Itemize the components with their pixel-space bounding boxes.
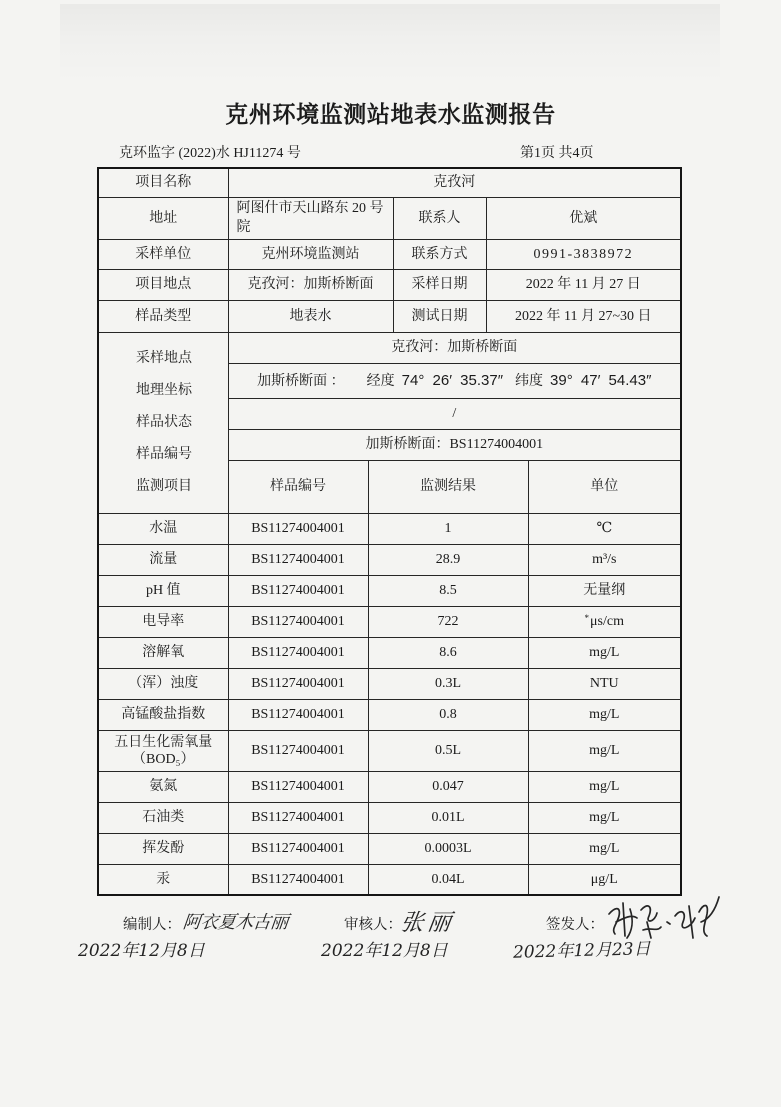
result-row: [98, 833, 681, 864]
result-unit: mg/L: [528, 802, 681, 833]
result-value: 28.9: [368, 544, 528, 575]
result-sample-id: BS11274004001: [228, 699, 368, 730]
result-value: 0.047: [368, 771, 528, 802]
sample-type-value: 地表水: [228, 300, 393, 332]
sampling-date-value: 2022 年 11 月 27 日: [486, 269, 681, 300]
result-item: 流量: [98, 544, 228, 575]
sampling-unit-label: 采样单位: [98, 239, 228, 269]
document-number: 克环监字 (2022)水 HJ11274 号: [119, 146, 301, 161]
reviewer-label: 审核人：: [344, 917, 402, 933]
col-header-sample-id: 样品编号: [228, 460, 368, 513]
coordinates-label: 地理坐标: [136, 382, 192, 398]
result-row: [98, 544, 681, 575]
result-item: 石油类: [98, 802, 228, 833]
result-item: 溶解氧: [98, 637, 228, 668]
sampling-site-label: 采样地点: [136, 350, 192, 366]
result-item: 挥发酚: [98, 833, 228, 864]
result-value: 8.6: [368, 637, 528, 668]
row-project-location: [98, 269, 681, 300]
test-date-label: 测试日期: [393, 300, 486, 332]
results-section: [98, 513, 681, 895]
result-sample-id: BS11274004001: [228, 668, 368, 699]
col-header-result: 监测结果: [368, 460, 528, 513]
result-unit: 无量纲: [528, 575, 681, 606]
project-name-label: 项目名称: [98, 168, 228, 197]
result-value: 1: [368, 513, 528, 544]
result-sample-id: BS11274004001: [228, 637, 368, 668]
row-project-name: [98, 168, 681, 197]
result-row: [98, 802, 681, 833]
result-value: 0.8: [368, 699, 528, 730]
result-item: pH 值: [98, 575, 228, 606]
project-name-value: 克孜河: [228, 168, 681, 197]
sample-state-value: /: [228, 398, 681, 429]
result-unit: mg/L: [528, 637, 681, 668]
sample-id-value: 加斯桥断面：BS11274004001: [228, 429, 681, 460]
result-sample-id: BS11274004001: [228, 575, 368, 606]
report-title: 克州环境监测站地表水监测报告: [225, 101, 556, 128]
sampling-unit-value: 克州环境监测站: [228, 239, 393, 269]
sampling-labels-cell: [98, 332, 228, 513]
result-row: [98, 699, 681, 730]
result-item: 汞: [98, 864, 228, 895]
result-sample-id: BS11274004001: [228, 544, 368, 575]
contact-value: 优斌: [486, 197, 681, 239]
phone-label: 联系方式: [393, 239, 486, 269]
result-value: 0.0003L: [368, 833, 528, 864]
result-row: [98, 668, 681, 699]
result-item: 电导率: [98, 606, 228, 637]
contact-label: 联系人: [393, 197, 486, 239]
result-unit: m³/s: [528, 544, 681, 575]
project-location-label: 项目地点: [98, 269, 228, 300]
result-unit: μg/L: [528, 864, 681, 895]
longitude-value: 74° 26′ 35.37″: [401, 371, 504, 389]
result-unit: NTU: [528, 668, 681, 699]
compiler-signature: 阿衣夏木古丽: [181, 912, 289, 933]
result-item: 氨氮: [98, 771, 228, 802]
result-item: （浑）浊度: [98, 668, 228, 699]
address-label: 地址: [98, 197, 228, 239]
scan-artifact: [60, 4, 720, 84]
result-sample-id: BS11274004001: [228, 864, 368, 895]
result-value: 8.5: [368, 575, 528, 606]
result-item: 五日生化需氧量: [114, 734, 213, 750]
result-sample-id: BS11274004001: [228, 833, 368, 864]
result-value: 0.04L: [368, 864, 528, 895]
coordinates-cell: [228, 363, 681, 398]
info-section: [98, 168, 681, 513]
reviewer-signature: 张丽: [398, 910, 457, 936]
result-value: 722: [368, 606, 528, 637]
row-address: [98, 197, 681, 239]
result-sample-id: BS11274004001: [228, 771, 368, 802]
reviewer-date: 2022年12月8日: [321, 941, 448, 961]
longitude-label: 经度: [366, 373, 395, 389]
result-unit: mg/L: [528, 699, 681, 730]
page-info: 第1页 共4页: [520, 146, 594, 161]
result-unit-mark: *: [584, 613, 590, 623]
result-value: 0.01L: [368, 802, 528, 833]
project-location-value: 克孜河：加斯桥断面: [228, 269, 393, 300]
result-item: 水温: [98, 513, 228, 544]
coordinates-value: [229, 372, 681, 390]
latitude-value: 39° 47′ 54.43″: [550, 371, 652, 389]
col-header-unit: 单位: [528, 460, 681, 513]
report-table: [97, 167, 682, 896]
result-item-cell: [98, 730, 228, 771]
result-sample-id: BS11274004001: [228, 730, 368, 771]
latitude-group: [515, 372, 651, 390]
result-unit: μs/cm: [590, 614, 624, 629]
result-row: [98, 771, 681, 802]
issuer-date: 2022年12月23日: [512, 939, 651, 963]
result-unit: mg/L: [528, 771, 681, 802]
address-value: 阿图什市天山路东 20 号院: [236, 201, 384, 235]
phone-value: 0991-3838972: [486, 239, 681, 269]
result-unit: ℃: [528, 513, 681, 544]
result-row: [98, 606, 681, 637]
result-value: 0.5L: [368, 730, 528, 771]
coordinates-section: 加斯桥断面 ：: [257, 373, 345, 389]
result-row: [98, 637, 681, 668]
row-sampling-unit: [98, 239, 681, 269]
result-row: [98, 575, 681, 606]
result-sample-id: BS11274004001: [228, 802, 368, 833]
result-row: [98, 513, 681, 544]
result-item-note: （BOD₅）: [132, 751, 195, 767]
row-sampling-site: [98, 332, 681, 363]
sampling-site-value: 克孜河：加斯桥断面: [228, 332, 681, 363]
monitoring-item-label: 监测项目: [136, 478, 192, 494]
result-unit-cell: [528, 606, 681, 637]
result-row: [98, 864, 681, 895]
row-sample-type: [98, 300, 681, 332]
result-unit: mg/L: [528, 730, 681, 771]
result-sample-id: BS11274004001: [228, 513, 368, 544]
sample-id-label: 样品编号: [136, 446, 192, 462]
compiler-label: 编制人：: [123, 917, 181, 933]
compiler-date: 2022年12月8日: [78, 941, 205, 961]
address-cell: [228, 197, 393, 239]
longitude-group: [367, 372, 503, 390]
test-date-value: 2022 年 11 月 27~30 日: [486, 300, 681, 332]
sample-state-label: 样品状态: [136, 414, 192, 430]
sample-type-label: 样品类型: [98, 300, 228, 332]
result-row: [98, 730, 681, 771]
result-unit: mg/L: [528, 833, 681, 864]
result-item: 高锰酸盐指数: [98, 699, 228, 730]
result-value: 0.3L: [368, 668, 528, 699]
sampling-date-label: 采样日期: [393, 269, 486, 300]
issuer-label: 签发人：: [546, 917, 604, 933]
latitude-label: 纬度: [515, 373, 544, 389]
result-sample-id: BS11274004001: [228, 606, 368, 637]
